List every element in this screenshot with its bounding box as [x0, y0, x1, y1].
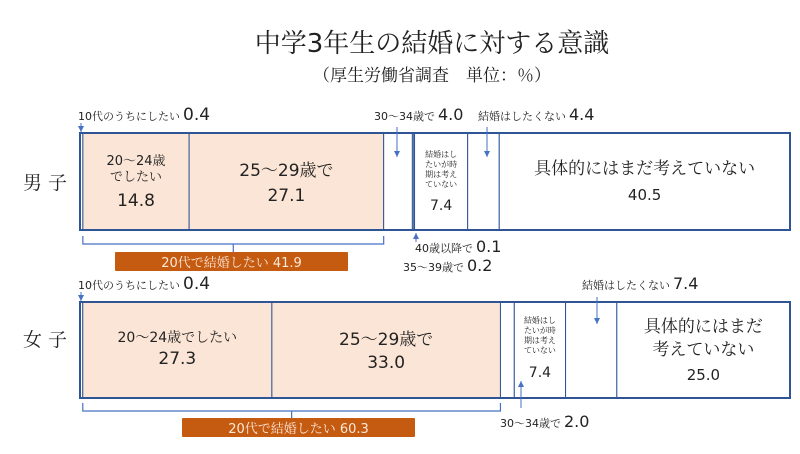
label-boys-20-24: 20〜24歳でしたい [106, 154, 166, 185]
label-girls-no-timing: 結婚はしたいが時期は考えていない [523, 316, 556, 355]
label-boys-25-29: 25〜29歳で [239, 161, 334, 181]
label-girls-25-29: 25〜29歳で [339, 330, 434, 350]
label-boys-35-39: 35〜39歳で 0.2 [403, 256, 493, 275]
label-girls-20-24: 20〜24歳でしたい [117, 330, 238, 346]
value-boys-25-29: 27.1 [267, 186, 306, 206]
label-teens-girls: 10代のうちにしたい 0.4 [78, 274, 211, 294]
value-girls-20-24: 27.3 [158, 349, 197, 369]
bar-segment-boys-3 [384, 133, 413, 230]
row-label-boys: 男 子 [22, 172, 68, 194]
bracket-20s-boys [83, 236, 384, 252]
badge-text-girls: 20代で結婚したい 60.3 [228, 422, 369, 437]
value-boys-20-24: 14.8 [117, 191, 155, 211]
label-girls-no-marriage: 結婚はしたくない 7.4 [582, 274, 699, 293]
bar-segment-boys-7 [468, 133, 500, 230]
arrow-boys-40plus [413, 233, 419, 242]
bar-segment-girls-3 [500, 302, 514, 398]
value-boys-undecided: 40.5 [627, 186, 662, 204]
label-boys-40plus: 40歳以降で 0.1 [415, 237, 502, 256]
label-girls-undecided: 具体的にはまだ考えていない [643, 317, 763, 360]
bar-segment-boys-2 [189, 133, 384, 230]
chart-title: 中学3年生の結婚に対する意識 [254, 29, 610, 59]
label-boys-undecided: 具体的にはまだ考えていない [534, 159, 756, 179]
arrow-teens-girls [78, 292, 84, 301]
row-label-girls: 女 子 [22, 329, 68, 351]
label-boys-30-34: 30〜34歳で 4.0 [374, 105, 464, 124]
bracket-20s-girls [83, 403, 501, 419]
label-boys-no-marriage: 結婚はしたくない 4.4 [478, 105, 595, 124]
bar-segment-girls-2 [272, 302, 501, 398]
value-girls-25-29: 33.0 [367, 353, 406, 373]
badge-text-boys: 20代で結婚したい 41.9 [161, 256, 302, 271]
label-boys-no-timing: 結婚はしたいが時期は考えていない [425, 150, 458, 189]
label-girls-30-34: 30〜34歳で 2.0 [500, 412, 590, 431]
value-boys-no-timing: 7.4 [429, 198, 453, 214]
arrow-teens-boys [78, 123, 84, 132]
chart-subtitle: （厚生労働省調査 単位：％） [313, 66, 551, 86]
bar-segment-boys-8 [499, 133, 790, 230]
value-girls-no-timing: 7.4 [528, 365, 552, 381]
label-teens-boys: 10代のうちにしたい 0.4 [78, 105, 211, 125]
value-girls-undecided: 25.0 [686, 366, 721, 384]
bar-segment-girls-5 [566, 302, 617, 398]
